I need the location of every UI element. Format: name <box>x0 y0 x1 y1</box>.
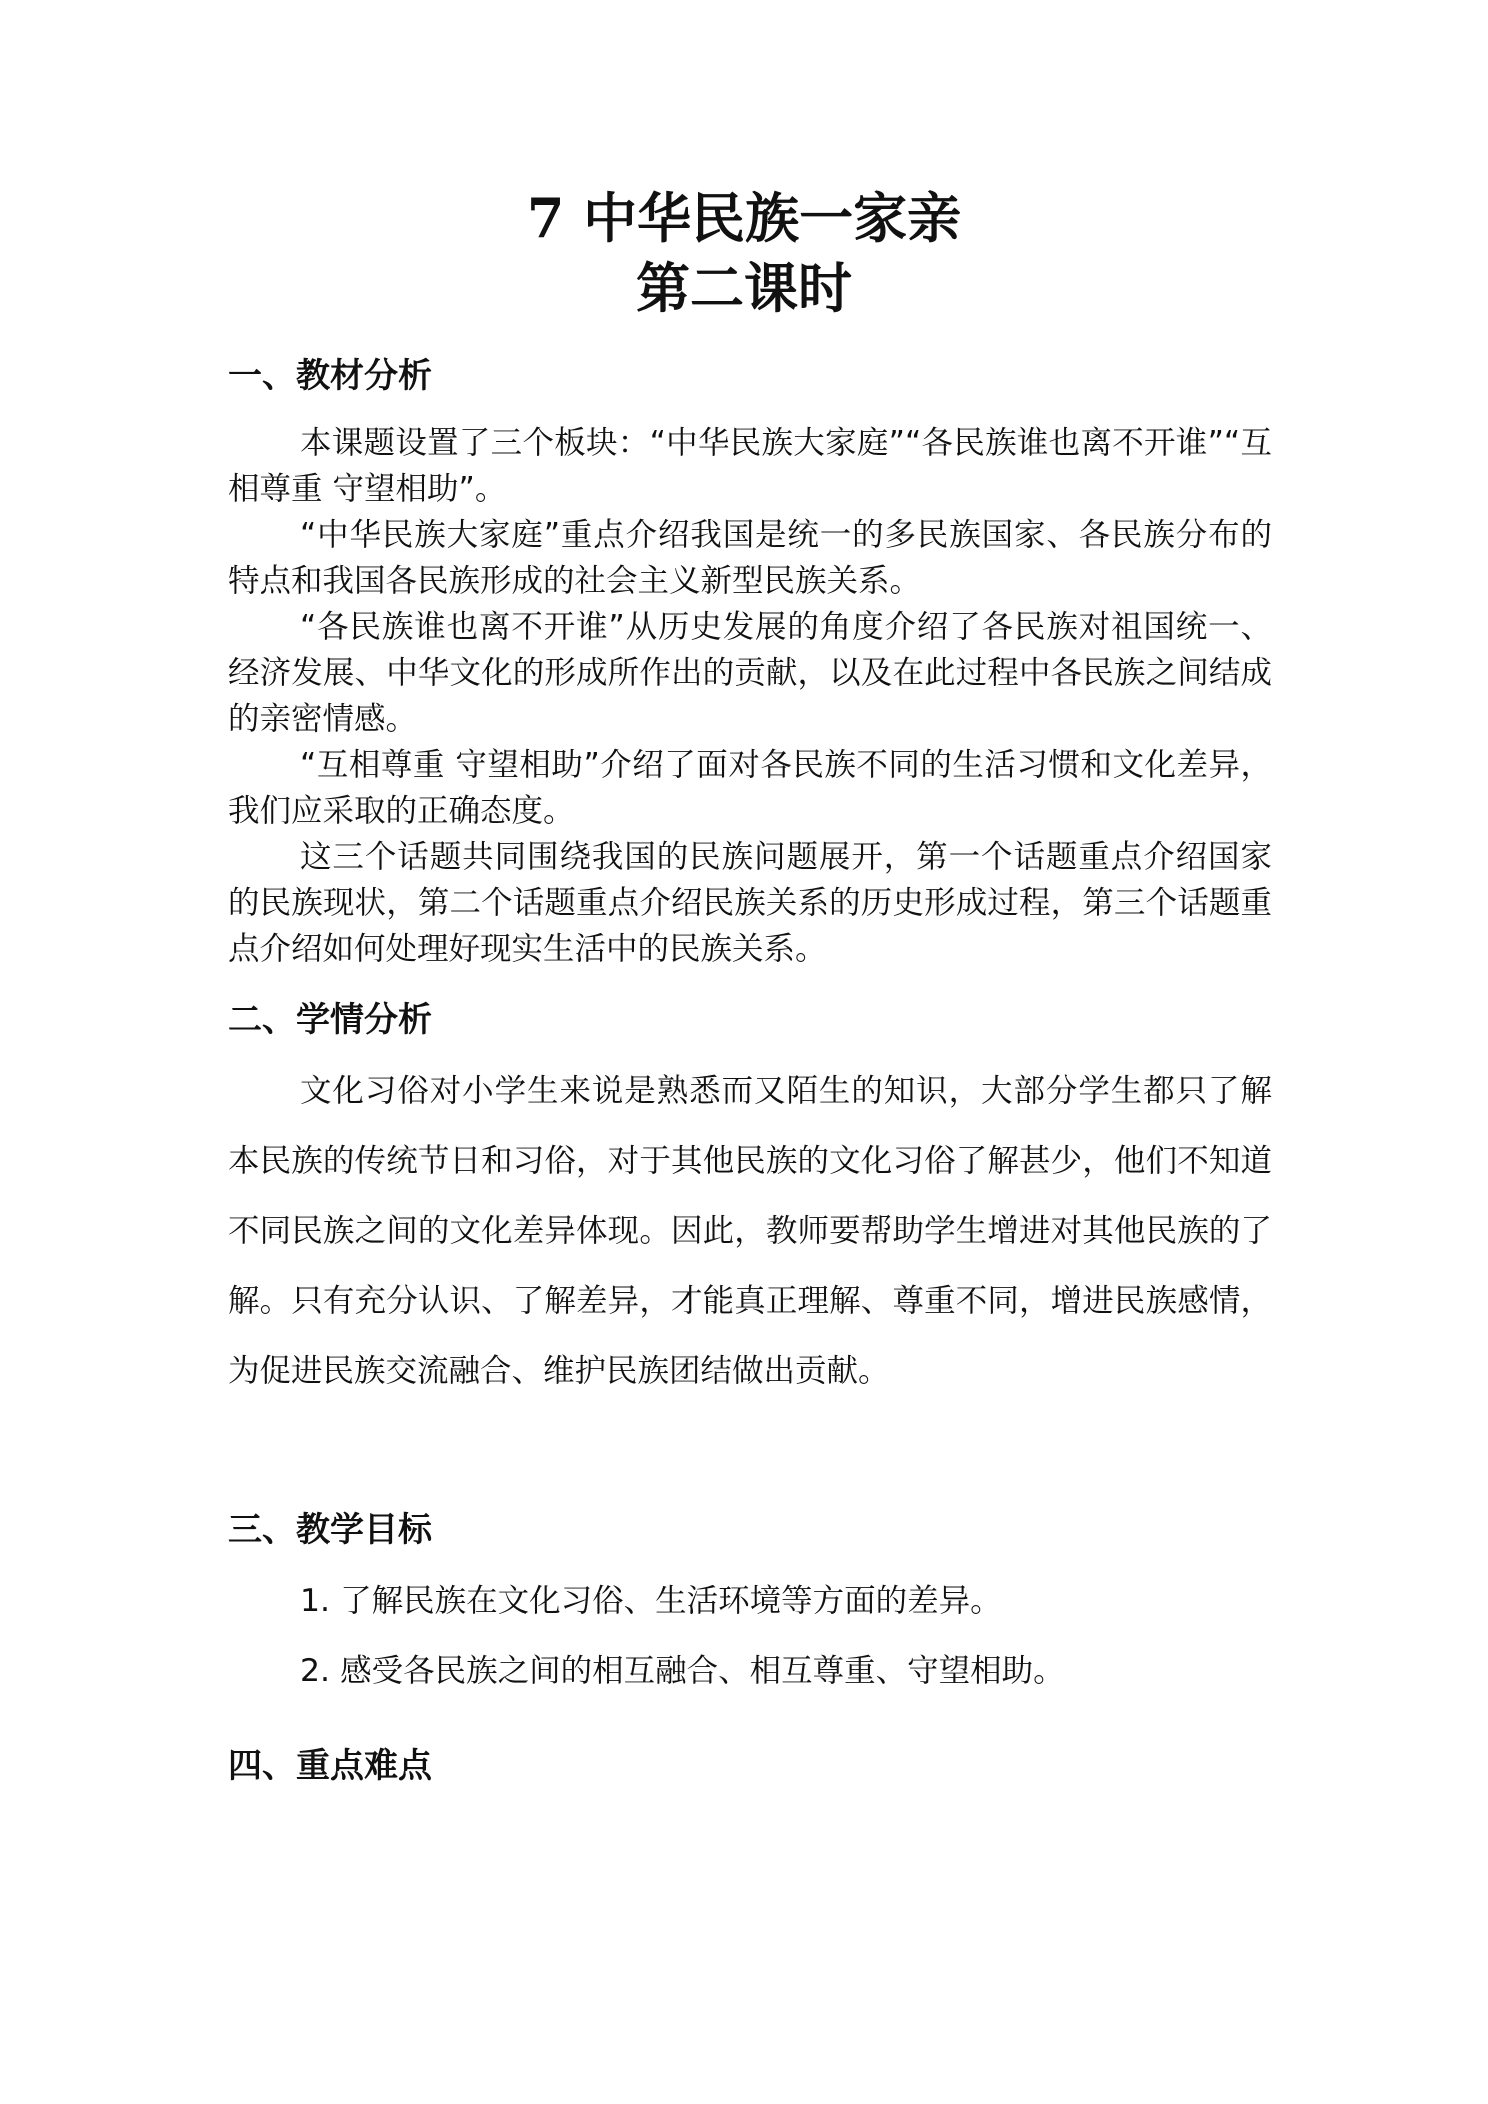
section-heading-teaching-objectives: 三、教学目标 <box>228 1510 432 1550</box>
document-subtitle: 第二课时 <box>636 256 852 320</box>
section-heading-key-points: 四、重点难点 <box>228 1746 432 1786</box>
paragraph: 这三个话题共同围绕我国的民族问题展开，第一个话题重点介绍国家的民族现状，第二个话题重点介绍民族关系的历史形成过程，第三个话题重点介绍如何处理好现实生活中的民族关系。 <box>228 839 1272 967</box>
objective-item: 1. 了解民族在文化习俗、生活环境等方面的差异。 <box>300 1583 1002 1619</box>
objective-item: 2. 感受各民族之间的相互融合、相互尊重、守望相助。 <box>300 1653 1065 1689</box>
paragraph: 文化习俗对小学生来说是熟悉而又陌生的知识，大部分学生都只了解本民族的传统节日和习俗，对于其他民族的文化习俗了解甚少，他们不知道不同民族之间的文化差异体现。因此，教师要帮助学生增进对其他民族的了解。只有充分认识、了解差异，才能真正理解、尊重不同，增进民族感情，为促进民族交流融合、维护民族团结做出贡献。 <box>228 1073 1272 1389</box>
paragraph: 本课题设置了三个板块：“中华民族大家庭”“各民族谁也离不开谁”“互相尊重 守望相助”。 <box>228 425 1272 507</box>
paragraph: “中华民族大家庭”重点介绍我国是统一的多民族国家、各民族分布的特点和我国各民族形成的社会主义新型民族关系。 <box>228 517 1272 599</box>
section-heading-learning-analysis: 二、学情分析 <box>228 1000 432 1040</box>
document-title: 7 中华民族一家亲 <box>526 186 962 250</box>
paragraph: “各民族谁也离不开谁”从历史发展的角度介绍了各民族对祖国统一、经济发展、中华文化的形成所作出的贡献，以及在此过程中各民族之间结成的亲密情感。 <box>228 609 1272 737</box>
section-heading-textbook-analysis: 一、教材分析 <box>228 356 432 396</box>
paragraph: “互相尊重 守望相助”介绍了面对各民族不同的生活习惯和文化差异，我们应采取的正确态度。 <box>228 747 1272 829</box>
